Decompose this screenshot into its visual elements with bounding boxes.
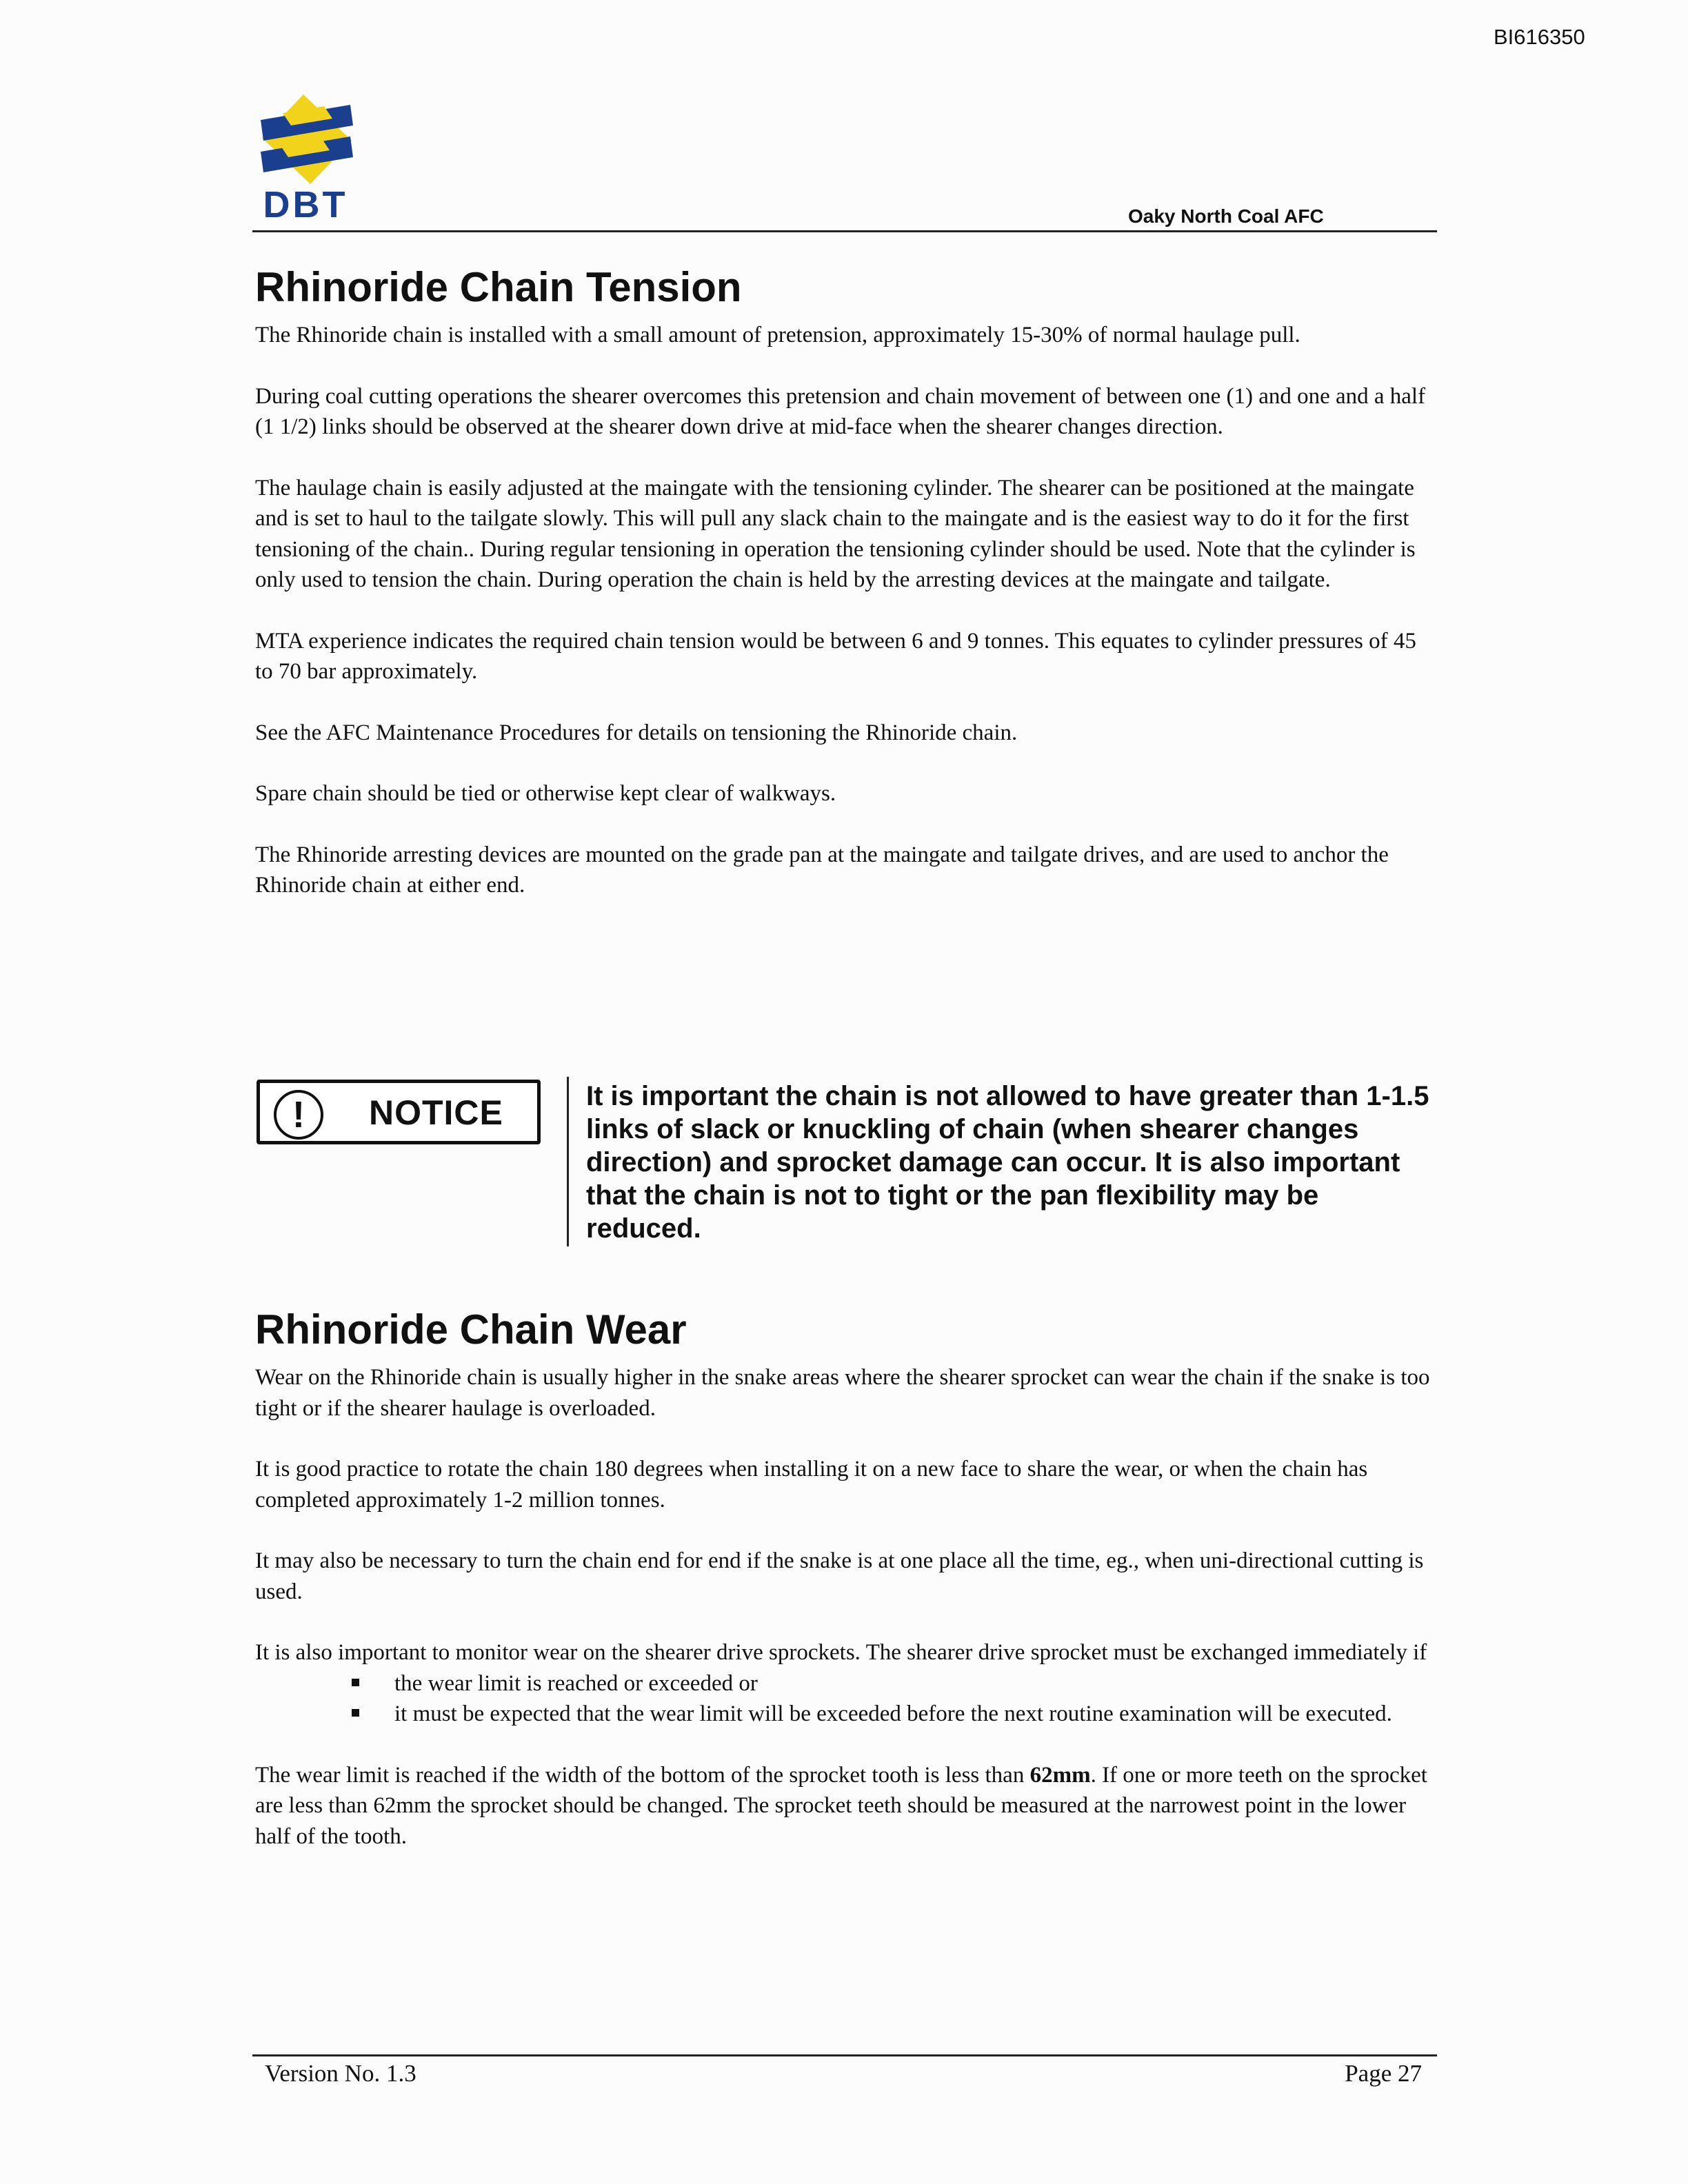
notice-badge [257,1080,541,1144]
paragraph: MTA experience indicates the required chain tension would be between 6 and 9 tonnes. This equates to cylinder pressures of 45 to 70 bar approximately. [255,628,1416,684]
paragraph: See the AFC Maintenance Procedures for details on tensioning the Rhinoride chain. [255,720,1018,745]
paragraph: The Rhinoride chain is installed with a small amount of pretension, approximately 15-30% of normal haulage pull. [255,323,1300,347]
list-item-text: it must be expected that the wear limit will be exceeded before the next routine examination will be executed. [394,1701,1392,1726]
list-item-text: the wear limit is reached or exceeded or [394,1670,758,1696]
paragraph: During coal cutting operations the shearer overcomes this pretension and chain movement of between one (1) and one and a half (1 1/2) links should be observed at the shearer down drive at mid-face when the shearer changes direction. [255,383,1426,439]
section-chain-wear [255,1307,1433,1852]
section-heading: Rhinoride Chain Tension [255,264,742,310]
page-number: Page 27 [1345,2060,1422,2087]
paragraph: It is good practice to rotate the chain 180 degrees when installing it on a new face to share the wear, or when the chain has completed approximately 1-2 million tonnes. [255,1457,1368,1513]
bullet-list [255,1668,1433,1730]
paragraph-text: The wear limit is reached if the width of the bottom of the sprocket tooth is less than [255,1762,1030,1788]
list-item [255,1699,1433,1730]
paragraph [255,1760,1433,1852]
logo-text: DBT [263,184,348,225]
footer-rule [252,2054,1437,2056]
exclamation-icon: ! [274,1090,323,1140]
notice-divider [567,1077,569,1246]
square-bullet-icon [352,1709,359,1717]
paragraph-text: . If one or more teeth on the sprocket are less than 62mm the sprocket should be changed. The sprocket teeth should be measured at the narrowest point in the lower half of the tooth. [255,1762,1427,1849]
document-id: BI616350 [1494,25,1585,49]
header-rule [252,230,1437,232]
paragraph: Wear on the Rhinoride chain is usually higher in the snake areas where the shearer sprocket can wear the chain if the snake is too tight or if the shearer haulage is overloaded. [255,1365,1430,1421]
list-item [255,1668,1433,1699]
dbt-logo [255,91,356,229]
paragraph: The Rhinoride arresting devices are mounted on the grade pan at the maingate and tailgate drives, and are used to anchor the Rhinoride chain at either end. [255,842,1389,898]
wear-limit-value: 62mm [1029,1762,1091,1788]
paragraph: Spare chain should be tied or otherwise kept clear of walkways. [255,781,836,806]
paragraph: It may also be necessary to turn the chain end for end if the snake is at one place all the time, eg., when uni-directional cutting is used. [255,1548,1424,1604]
document-title: Oaky North Coal AFC [1128,205,1324,227]
dbt-logo-mark-icon [255,91,356,188]
notice-label: NOTICE [369,1093,503,1132]
version-number: Version No. 1.3 [265,2060,416,2087]
paragraph: It is also important to monitor wear on the shearer drive sprockets. The shearer drive sprocket must be exchanged immediately if [255,1640,1427,1665]
square-bullet-icon [352,1679,359,1686]
paragraph: The haulage chain is easily adjusted at the maingate with the tensioning cylinder. The shearer can be positioned at the maingate and is set to haul to the tailgate slowly. This will pull any slack chain to the maingate and is the easiest way to do it for the first tensioning of the chain.. During regular tensioning in operation the tensioning cylinder should be used. Note that the cylinder is only used to tension the chain. During operation the chain is held by the arresting devices at the maingate and tailgate. [255,475,1416,592]
section-heading: Rhinoride Chain Wear [255,1306,687,1353]
notice-text: It is important the chain is not allowed to have greater than 1-1.5 links of slack or knuckling of chain (when shearer changes direction) and sprocket damage can occur. It is also important that the chain is not to tight or the pan flexibility may be reduced. [586,1081,1429,1244]
section-chain-tension [255,265,1433,901]
